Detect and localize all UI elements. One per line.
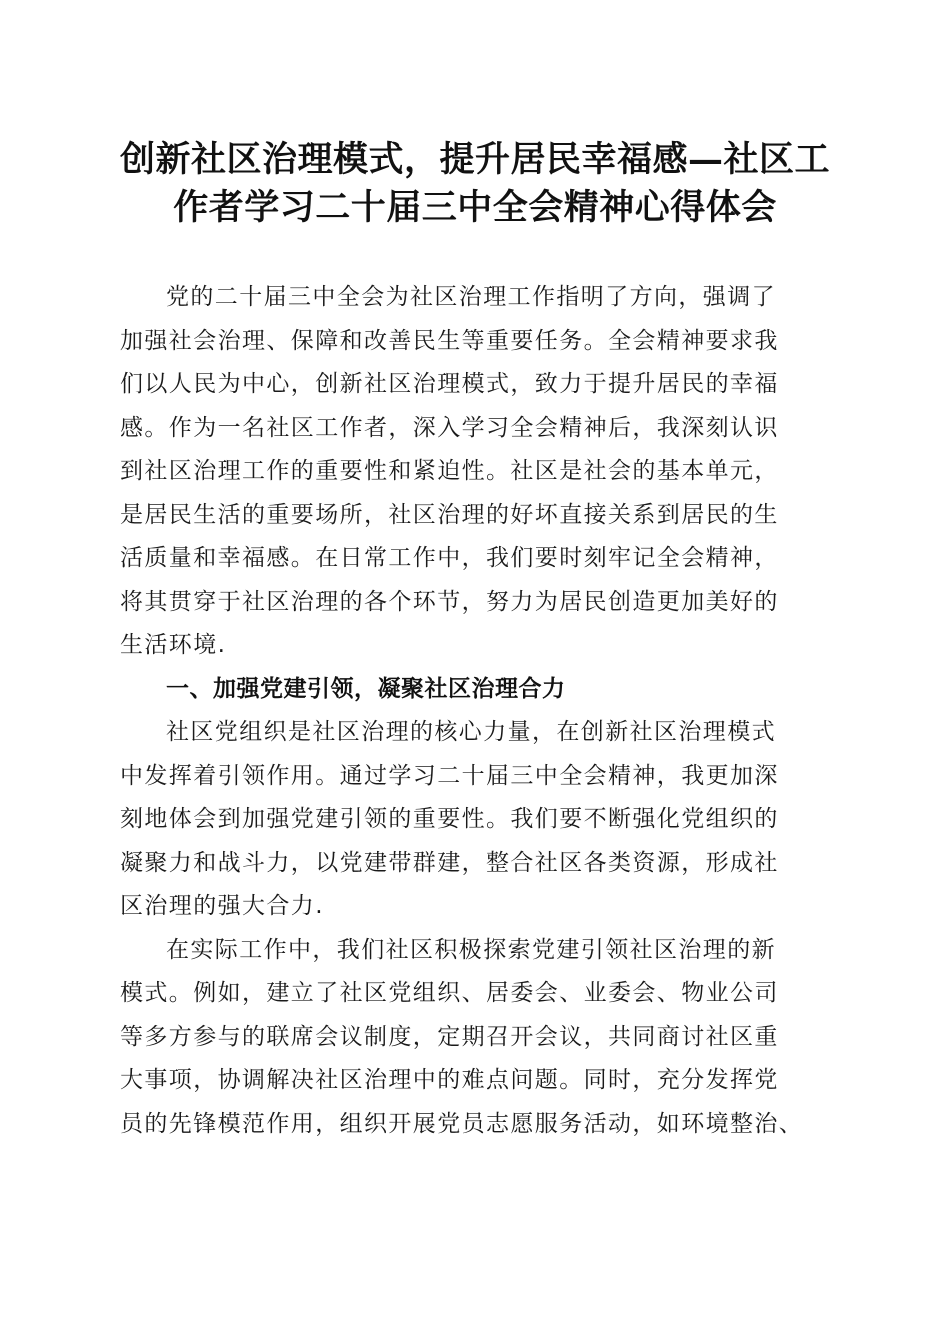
- paragraph-line: 社区党组织是社区治理的核心力量，在创新社区治理模式: [166, 719, 776, 745]
- paragraph-line: 等多方参与的联席会议制度，定期召开会议，共同商讨社区重: [120, 1023, 779, 1050]
- paragraph-line: 到社区治理工作的重要性和紧迫性。社区是社会的基本单元，: [120, 458, 779, 484]
- paragraph-practice: [120, 929, 832, 1147]
- paragraph-line: 是居民生活的重要场所，社区治理的好坏直接关系到居民的生: [120, 501, 779, 528]
- title-line-2: 作者学习二十届三中全会精神心得体会: [173, 187, 777, 228]
- paragraph-line: 党的二十届三中全会为社区治理工作指明了方向，强调了: [166, 284, 776, 310]
- paragraph-line: 模式。例如，建立了社区党组织、居委会、业委会、物业公司: [120, 980, 779, 1006]
- paragraph-line: 活质量和幸福感。在日常工作中，我们要时刻牢记全会精神，: [120, 545, 779, 571]
- paragraph-line: 将其贯穿于社区治理的各个环节，努力为居民创造更加美好的: [120, 588, 779, 615]
- paragraph-line: 凝聚力和战斗力，以党建带群建，整合社区各类资源，形成社: [120, 849, 779, 876]
- section-heading-1: 一、加强党建引领，凝聚社区治理合力: [166, 675, 566, 702]
- paragraph-line: 大事项，协调解决社区治理中的难点问题。同时，充分发挥党: [120, 1067, 779, 1093]
- paragraph-line: 感。作为一名社区工作者，深入学习全会精神后，我深刻认识: [120, 414, 779, 441]
- document-body: [120, 276, 832, 1146]
- paragraph-line: 员的先锋模范作用，组织开展党员志愿服务活动，如环境整治、: [120, 1110, 804, 1137]
- paragraph-line: 区治理的强大合力.: [120, 893, 324, 919]
- paragraph-line: 中发挥着引领作用。通过学习二十届三中全会精神，我更加深: [120, 762, 779, 789]
- paragraph-line: 加强社会治理、保障和改善民生等重要任务。全会精神要求我: [120, 327, 779, 354]
- paragraph-line: 刻地体会到加强党建引领的重要性。我们要不断强化党组织的: [120, 806, 779, 832]
- paragraph-party-building: [120, 711, 832, 929]
- title-line-1: 创新社区治理模式，提升居民幸福感—社区工: [119, 139, 830, 180]
- paragraph-line: 生活环境.: [120, 632, 227, 658]
- paragraph-line: 在实际工作中，我们社区积极探索党建引领社区治理的新: [166, 936, 776, 963]
- paragraph-intro: [120, 276, 832, 668]
- paragraph-line: 们以人民为中心，创新社区治理模式，致力于提升居民的幸福: [120, 371, 779, 397]
- document-title: [100, 136, 850, 232]
